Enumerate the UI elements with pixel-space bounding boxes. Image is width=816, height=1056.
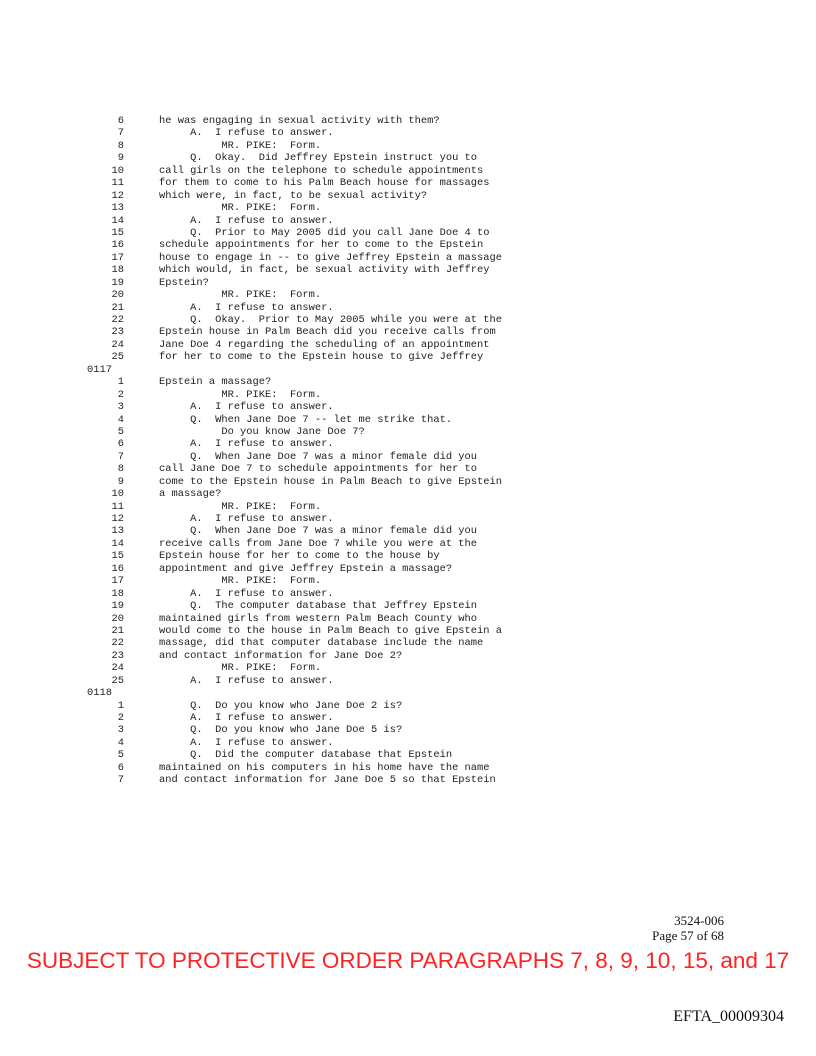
transcript-line (0, 165, 816, 177)
line-number: 11 (111, 177, 124, 190)
line-number: 1 (117, 376, 124, 389)
transcript-line (0, 637, 816, 649)
line-text: MR. PIKE: Form. (159, 500, 322, 513)
transcript-line (0, 289, 816, 301)
line-number: 17 (111, 251, 124, 264)
line-text: Epstein a massage? (159, 376, 272, 389)
line-number: 11 (111, 500, 124, 513)
transcript-line (0, 401, 816, 413)
transcript-line (0, 488, 816, 500)
transcript-line (0, 376, 816, 388)
transcript-line (0, 239, 816, 251)
line-text: Q. Okay. Did Jeffrey Epstein instruct you to (159, 152, 478, 165)
line-text: would come to the house in Palm Beach to give Epstein a (159, 624, 502, 637)
line-number: 14 (111, 214, 124, 227)
line-text: A. I refuse to answer. (159, 736, 334, 749)
transcript-line (0, 675, 816, 687)
line-text: A. I refuse to answer. (159, 214, 334, 227)
line-text: Epstein house for her to come to the house by (159, 550, 440, 563)
line-number: 7 (117, 450, 124, 463)
transcript-line (0, 215, 816, 227)
line-number: 10 (111, 164, 124, 177)
line-text: call girls on the telephone to schedule appointments (159, 164, 484, 177)
line-text: A. I refuse to answer. (159, 438, 334, 451)
transcript-line (0, 525, 816, 537)
line-text: house to engage in -- to give Jeffrey Epstein a massage (159, 251, 502, 264)
line-text: A. I refuse to answer. (159, 401, 334, 414)
line-number: 14 (111, 537, 124, 550)
transcript-line (0, 414, 816, 426)
line-text: maintained on his computers in his home have the name (159, 761, 490, 774)
line-number: 18 (111, 587, 124, 600)
line-text: maintained girls from western Palm Beach County who (159, 612, 478, 625)
transcript-line (0, 774, 816, 786)
line-number: 2 (117, 712, 124, 724)
line-number: 7 (117, 774, 124, 787)
line-text: which would, in fact, be sexual activity with Jeffrey (159, 264, 490, 277)
line-number: 1 (117, 699, 124, 712)
line-number: 24 (111, 338, 124, 351)
line-text: and contact information for Jane Doe 5 so that Epstein (159, 774, 496, 787)
line-text: MR. PIKE: Form. (159, 575, 322, 588)
transcript-line (0, 326, 816, 338)
line-text: MR. PIKE: Form. (159, 662, 322, 675)
transcript-line (0, 700, 816, 712)
line-text: massage, did that computer database include the name (159, 637, 484, 650)
transcript-line (0, 737, 816, 749)
line-text: come to the Epstein house in Palm Beach to give Epstein (159, 475, 502, 488)
line-text: schedule appointments for her to come to the Epstein (159, 239, 484, 252)
line-number: 10 (111, 488, 124, 501)
line-number: 21 (111, 301, 124, 314)
line-text: A. I refuse to answer. (159, 587, 334, 600)
line-text: Q. Do you know who Jane Doe 2 is? (159, 699, 403, 712)
transcript-line (0, 351, 816, 363)
line-text: MR. PIKE: Form. (159, 202, 322, 215)
transcript-line (0, 538, 816, 550)
line-text: Epstein? (159, 276, 209, 289)
line-text: Jane Doe 4 regarding the scheduling of an appointment (159, 338, 490, 351)
transcript-line (0, 252, 816, 264)
line-text: Q. Okay. Prior to May 2005 while you were at the (159, 314, 502, 326)
page-indicator: Page 57 of 68 (652, 928, 724, 943)
line-text: MR. PIKE: Form. (159, 388, 322, 401)
line-number: 4 (117, 736, 124, 749)
transcript-line (0, 127, 816, 139)
line-text: A. I refuse to answer. (159, 712, 334, 724)
line-text: Q. When Jane Doe 7 was a minor female did you (159, 450, 478, 463)
line-text: A. I refuse to answer. (159, 674, 334, 687)
line-number: 23 (111, 649, 124, 662)
line-number: 20 (111, 289, 124, 302)
transcript-line (0, 724, 816, 736)
transcript-line (0, 314, 816, 326)
transcript-line (0, 575, 816, 587)
transcript-line (0, 177, 816, 189)
line-text: Epstein house in Palm Beach did you receive calls from (159, 326, 496, 339)
line-number: 4 (117, 413, 124, 426)
line-number: 19 (111, 276, 124, 289)
line-number: 20 (111, 612, 124, 625)
line-number: 17 (111, 575, 124, 588)
transcript-line (0, 513, 816, 525)
transcript-line (0, 501, 816, 513)
transcript-line (0, 227, 816, 239)
line-number: 19 (111, 600, 124, 613)
transcript-line (0, 650, 816, 662)
transcript-line (0, 749, 816, 761)
transcript-line (0, 302, 816, 314)
line-number: 8 (117, 139, 124, 152)
transcript-line (0, 588, 816, 600)
line-number: 15 (111, 226, 124, 239)
document-id-block (652, 913, 724, 943)
line-number: 16 (111, 562, 124, 575)
line-text: appointment and give Jeffrey Epstein a massage? (159, 562, 453, 575)
line-text: A. I refuse to answer. (159, 301, 334, 314)
transcript-line (0, 190, 816, 202)
transcript-line (0, 762, 816, 774)
transcript-line (0, 476, 816, 488)
transcript-line (0, 389, 816, 401)
transcript-line (0, 277, 816, 289)
transcript-line (0, 426, 816, 438)
line-number: 5 (117, 425, 124, 438)
transcript-line (0, 339, 816, 351)
line-number: 15 (111, 550, 124, 563)
protective-order-notice: SUBJECT TO PROTECTIVE ORDER PARAGRAPHS 7, 8, 9, 10, 15, and 17 (26, 948, 790, 973)
line-number: 21 (111, 624, 124, 637)
line-text: MR. PIKE: Form. (159, 289, 322, 302)
line-number: 25 (111, 674, 124, 687)
line-number: 16 (111, 239, 124, 252)
line-number: 9 (117, 152, 124, 165)
transcript-page-marker (0, 364, 816, 376)
line-number: 23 (111, 326, 124, 339)
line-number: 12 (111, 513, 124, 525)
line-text: Q. Do you know who Jane Doe 5 is? (159, 724, 403, 737)
bates-number: EFTA_00009304 (673, 1008, 784, 1025)
line-text: Q. Did the computer database that Epstein (159, 749, 453, 762)
line-text: Do you know Jane Doe 7? (159, 425, 365, 438)
line-number: 8 (117, 463, 124, 476)
transcript-line (0, 563, 816, 575)
page-number: 0118 (87, 687, 112, 700)
line-text: he was engaging in sexual activity with them? (159, 115, 440, 127)
transcript-line (0, 264, 816, 276)
line-number: 12 (111, 189, 124, 202)
transcript-line (0, 152, 816, 164)
transcript-line (0, 115, 816, 127)
line-number: 13 (111, 202, 124, 215)
line-number: 3 (117, 401, 124, 414)
transcript-line (0, 600, 816, 612)
line-text: Q. When Jane Doe 7 was a minor female did you (159, 525, 478, 538)
line-number: 7 (117, 127, 124, 140)
transcript-line (0, 662, 816, 674)
transcript-line (0, 625, 816, 637)
document-number: 3524-006 (674, 913, 724, 928)
line-text: Q. The computer database that Jeffrey Epstein (159, 600, 478, 613)
line-text: Q. Prior to May 2005 did you call Jane Doe 4 to (159, 226, 490, 239)
line-text: call Jane Doe 7 to schedule appointments for her to (159, 463, 478, 476)
line-number: 3 (117, 724, 124, 737)
line-number: 25 (111, 351, 124, 364)
line-text: which were, in fact, to be sexual activity? (159, 189, 428, 202)
line-number: 13 (111, 525, 124, 538)
line-number: 6 (117, 761, 124, 774)
transcript-line (0, 613, 816, 625)
transcript-line (0, 438, 816, 450)
line-number: 2 (117, 388, 124, 401)
line-text: Q. When Jane Doe 7 -- let me strike that. (159, 413, 453, 426)
line-number: 9 (117, 475, 124, 488)
transcript-page-marker (0, 687, 816, 699)
line-text: A. I refuse to answer. (159, 127, 334, 140)
transcript-line (0, 712, 816, 724)
line-text: for her to come to the Epstein house to give Jeffrey (159, 351, 484, 364)
line-text: a massage? (159, 488, 222, 501)
transcript-line (0, 140, 816, 152)
line-number: 24 (111, 662, 124, 675)
line-text: receive calls from Jane Doe 7 while you were at the (159, 537, 478, 550)
page-number: 0117 (87, 363, 112, 376)
transcript-line (0, 463, 816, 475)
transcript-line (0, 550, 816, 562)
line-number: 5 (117, 749, 124, 762)
line-text: MR. PIKE: Form. (159, 139, 322, 152)
line-number: 18 (111, 264, 124, 277)
line-number: 22 (111, 637, 124, 650)
line-text: for them to come to his Palm Beach house for massages (159, 177, 490, 190)
line-number: 22 (111, 314, 124, 326)
line-number: 6 (117, 115, 124, 127)
transcript-line (0, 202, 816, 214)
line-text: A. I refuse to answer. (159, 513, 334, 525)
transcript-line (0, 451, 816, 463)
line-number: 6 (117, 438, 124, 451)
transcript-body (0, 115, 816, 787)
line-text: and contact information for Jane Doe 2? (159, 649, 403, 662)
